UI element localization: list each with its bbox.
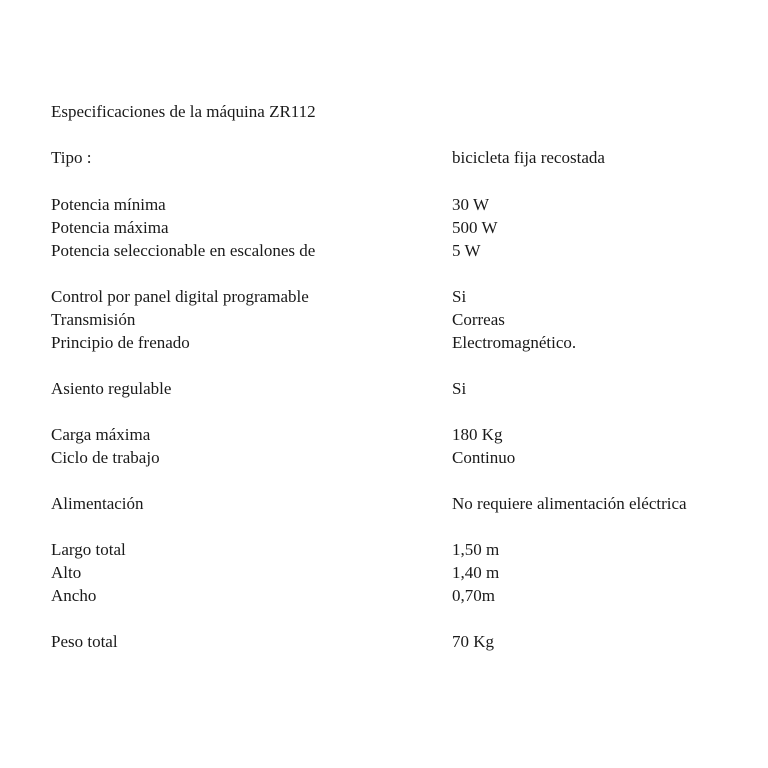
- spec-value: No requiere alimentación eléctrica: [452, 494, 687, 513]
- spec-label: Ciclo de trabajo: [51, 448, 160, 467]
- spec-row-ancho: [51, 584, 751, 607]
- spec-label: Potencia máxima: [51, 218, 169, 237]
- spec-label: Asiento regulable: [51, 379, 172, 398]
- spec-value: Si: [452, 379, 467, 398]
- spec-label: Tipo :: [51, 148, 92, 167]
- spec-value: 1,50 m: [452, 540, 500, 559]
- spec-row-peso: [51, 630, 751, 653]
- spec-row-carga-maxima: [51, 423, 751, 446]
- spec-value: 1,40 m: [452, 563, 500, 582]
- spec-row-alimentacion: [51, 492, 751, 515]
- spec-label: Alto: [51, 563, 82, 582]
- spec-row-alto: [51, 561, 751, 584]
- spec-row-potencia-minima: [51, 193, 751, 216]
- spec-label: Principio de frenado: [51, 333, 190, 352]
- spec-label: Carga máxima: [51, 425, 151, 444]
- spec-value: 5 W: [452, 241, 481, 260]
- spec-row-ciclo: [51, 446, 751, 469]
- spec-row-tipo: [51, 146, 751, 169]
- spec-value: bicicleta fija recostada: [452, 148, 605, 167]
- spec-label: Peso total: [51, 632, 118, 651]
- spec-row-potencia-escalones: [51, 239, 751, 262]
- spec-label: Transmisión: [51, 310, 136, 329]
- spec-label: Ancho: [51, 586, 97, 605]
- spec-label: Control por panel digital programable: [51, 287, 309, 306]
- spec-document: [51, 0, 751, 768]
- spec-row-frenado: [51, 331, 751, 354]
- spec-value: 500 W: [452, 218, 498, 237]
- spec-label: Potencia seleccionable en escalones de: [51, 241, 316, 260]
- spec-label: Potencia mínima: [51, 195, 166, 214]
- spec-label: Alimentación: [51, 494, 144, 513]
- spec-value: Electromagnético.: [452, 333, 577, 352]
- spec-value: Si: [452, 287, 467, 306]
- document-title: Especificaciones de la máquina ZR112: [51, 102, 316, 121]
- spec-value: Continuo: [452, 448, 516, 467]
- spec-row-largo: [51, 538, 751, 561]
- spec-value: Correas: [452, 310, 505, 329]
- spec-row-transmision: [51, 308, 751, 331]
- spec-value: 30 W: [452, 195, 489, 214]
- spec-row-asiento: [51, 377, 751, 400]
- spec-value: 0,70m: [452, 586, 495, 605]
- spec-row-control: [51, 285, 751, 308]
- spec-label: Largo total: [51, 540, 126, 559]
- spec-row-potencia-maxima: [51, 216, 751, 239]
- spec-value: 70 Kg: [452, 632, 495, 651]
- spec-value: 180 Kg: [452, 425, 503, 444]
